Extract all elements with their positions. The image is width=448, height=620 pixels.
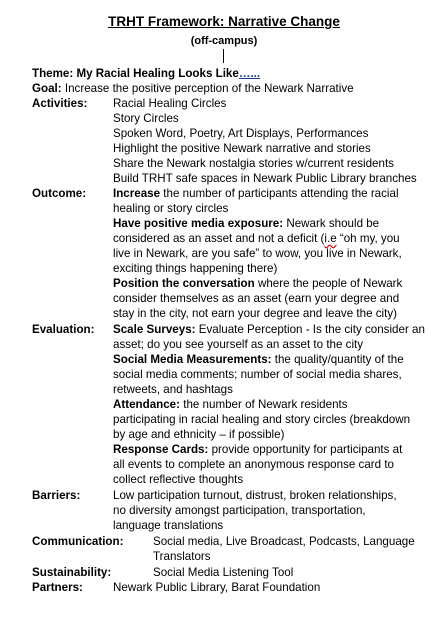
outcome-line [113, 186, 399, 201]
outcome-line: live in Newark, are you safe” to wow, you live in Newark, [113, 247, 402, 260]
communication-label: Communication: [32, 535, 124, 548]
outcome-line [113, 276, 402, 291]
evaluation-text: the number of Newark residents [180, 398, 348, 411]
outcome-bold: Increase [113, 187, 161, 200]
activity-item: Story Circles [113, 112, 179, 125]
evaluation-text: the quality/quantity of the [271, 353, 404, 366]
theme-label: Theme: [32, 67, 74, 80]
outcome-line: stay in the city, not earn your degree and leave the city) [113, 307, 397, 320]
barriers-label: Barriers: [32, 489, 81, 502]
activities-label: Activities: [32, 97, 88, 110]
evaluation-bold: Social Media Measurements: [113, 353, 272, 366]
evaluation-line: all events to complete an anonymous response card to [113, 458, 394, 471]
outcome-bold: Position the conversation [113, 277, 255, 290]
activity-item: Spoken Word, Poetry, Art Displays, Performances [113, 127, 369, 140]
evaluation-line [113, 397, 348, 412]
evaluation-bold: Response Cards: [113, 443, 209, 456]
document-title: TRHT Framework: Narrative Change [108, 14, 340, 29]
evaluation-line: participating in racial healing and story circles (breakdown [113, 413, 411, 426]
evaluation-line: by age and ethnicity – if possible) [113, 428, 285, 441]
outcome-text: the number of participants attending the racial [160, 187, 399, 200]
activity-item: Highlight the positive Newark narrative and stories [113, 142, 371, 155]
goal-label: Goal: [32, 82, 62, 95]
goal-line [32, 81, 354, 96]
outcome-line: healing or story circles [113, 202, 229, 215]
outcome-text: where the people of Newark [254, 277, 403, 290]
outcome-line: exciting things happening there) [113, 262, 278, 275]
activity-item: Share the Newark nostalgia stories w/current residents [113, 157, 394, 170]
evaluation-line [113, 322, 425, 337]
evaluation-bold: Attendance: [113, 398, 180, 411]
outcome-line: consider themselves as an asset (earn your degree and [113, 292, 400, 305]
barriers-line: Low participation turnout, distrust, broken relationships, [113, 489, 397, 502]
outcome-line [113, 216, 379, 231]
evaluation-text: provide opportunity for participants at [208, 443, 403, 456]
theme-line [32, 66, 260, 81]
outcome-text: considered as an asset and not a deficit ( [113, 232, 325, 245]
goal-text: Increase the positive perception of the Newark Narrative [64, 82, 354, 95]
partners-text: Newark Public Library, Barat Foundation [113, 581, 321, 594]
evaluation-text: Evaluate Perception - Is the city consider an [195, 323, 425, 336]
sustainability-label: Sustainability: [32, 566, 112, 579]
partners-label: Partners: [32, 581, 83, 594]
outcome-text: “oh my, you [336, 232, 400, 245]
outcome-text: Newark should be [283, 217, 380, 230]
evaluation-line [113, 352, 404, 367]
document-subtitle: (off-campus) [190, 35, 258, 47]
evaluation-label: Evaluation: [32, 323, 95, 336]
barriers-line: language translations [113, 519, 224, 532]
evaluation-line [113, 442, 402, 457]
activity-item: Racial Healing Circles [113, 97, 227, 110]
spellcheck-word: i.e [324, 232, 337, 245]
text-cursor [223, 49, 224, 63]
evaluation-line: collect reflective thoughts [113, 473, 244, 486]
communication-line: Translators [153, 550, 211, 563]
communication-line: Social media, Live Broadcast, Podcasts, Language [153, 535, 415, 548]
evaluation-line: asset; do you see yourself as an asset to the city [113, 338, 364, 351]
theme-text: My Racial Healing Looks Like [76, 67, 239, 80]
evaluation-line: social media comments; number of social media shares, [113, 368, 402, 381]
evaluation-line: retweets, and hashtags [113, 383, 233, 396]
barriers-line: no diversity amongst participation, transportation, [113, 504, 366, 517]
activity-item: Build TRHT safe spaces in Newark Public Library branches [113, 172, 417, 185]
sustainability-text: Social Media Listening Tool [153, 566, 294, 579]
outcome-line [113, 231, 400, 246]
outcome-bold: Have positive media exposure: [113, 217, 284, 230]
theme-ellipsis: …... [238, 67, 261, 80]
evaluation-bold: Scale Surveys: [113, 323, 196, 336]
outcome-label: Outcome: [32, 187, 87, 200]
